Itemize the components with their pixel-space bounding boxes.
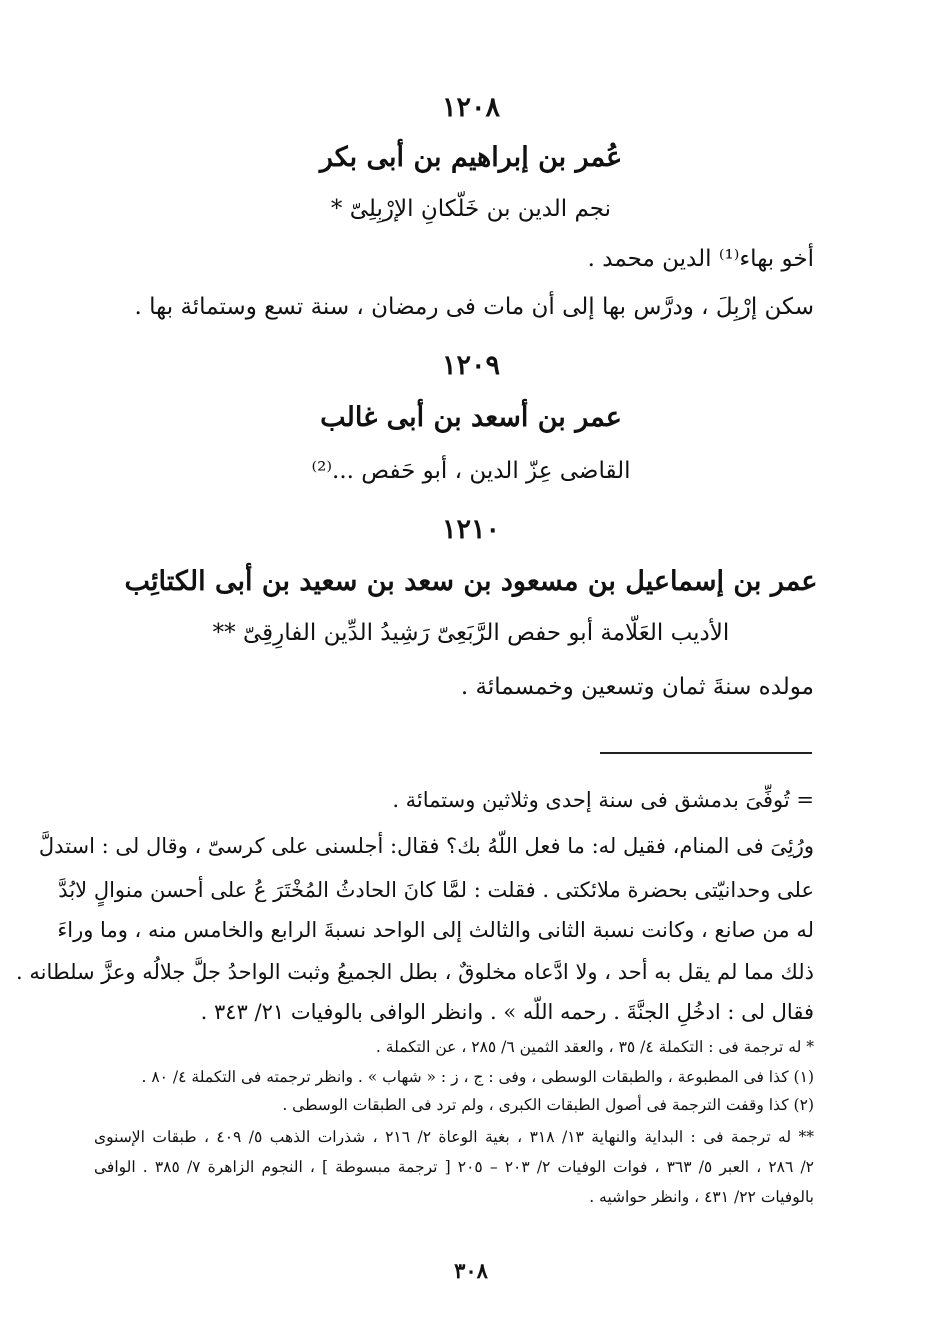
footnote-note: * له ترجمة فى : التكملة ٤/ ٣٥ ، والعقد الثمين ٦/ ٢٨٥ ، عن التكملة . [375, 1038, 814, 1056]
entry-name: عمر بن إسماعيل بن مسعود بن سعد بن سعيد بن أبى الكتائِب [124, 566, 818, 597]
footnote-line: = تُوفِّىَ بدمشق فى سنة إحدى وثلاثين وستمائة . [392, 788, 814, 812]
footnote-line: ورُئِىَ فى المنام، فقيل له: ما فعل اللّهُ بك؟ فقال: أجلسنى على كرسىّ ، وقال لى : استدلَّ [38, 834, 814, 858]
entry-name: عُمر بن إبراهيم بن أبى بكر [319, 142, 623, 173]
body-line: سكن إرْبِلَ ، ودرَّس بها إلى أن مات فى رمضان ، سنة تسع وستمائة بها . [134, 294, 814, 320]
body-line: أخو بهاء⁽¹⁾ الدين محمد . [587, 246, 814, 272]
footnote-note: (١) كذا فى المطبوعة ، والطبقات الوسطى ، وفى : ج ، ز : « شهاب » . وانظر ترجمته فى التكملة ٤/ ٨٠ . [141, 1068, 814, 1086]
footnote-rule [600, 752, 812, 754]
footnote-note: ٢/ ٢٨٦ ، العبر ٥/ ٣٦٣ ، فوات الوفيات ٢/ ٢٠٣ – ٢٠٥ [ ترجمة مبسوطة ] ، النجوم الزاهرة ٧/ ٣٨٥ . الوافى [94, 1158, 814, 1176]
footnote-note: (٢) كذا وقفت الترجمة فى أصول الطبقات الكبرى ، ولم ترد فى الطبقات الوسطى . [282, 1096, 814, 1114]
footnote-line: فقال لى : ادخُلِ الجنَّةَ . رحمه اللّه » . وانظر الوافى بالوفيات ٢١/ ٣٤٣ . [200, 1000, 814, 1024]
footnote-note: بالوفيات ٢٢/ ٤٣١ ، وانظر حواشيه . [589, 1188, 814, 1206]
footnote-line: على وحدانيّتى بحضرة ملائكتى . فقلت : لمَّا كانَ الحادثُ المُخْتَرَ عُ على أحسن منوالٍ لابُدَّ [58, 878, 814, 902]
entry-title: القاضى عِزّ الدين ، أبو حَفص ...⁽²⁾ [311, 458, 631, 484]
entry-title: الأديب العَلّامة أبو حفص الرَّبَعِىّ رَشِيدُ الدِّين الفارِقِىّ ** [212, 620, 730, 646]
entry-number: ١٢٠٩ [441, 350, 500, 381]
footnote-line: ذلك مما لم يقل به أحد ، ولا ادَّعاه مخلوقٌ ، بطل الجميعُ وثبت الواحدُ جلَّ جلالُه وعزَّ سلطانه . [16, 960, 814, 984]
body-line: مولده سنةَ ثمان وتسعين وخمسمائة . [460, 674, 814, 700]
entry-title: نجم الدين بن خَلّكانِ الإرْبِلِىّ * [330, 196, 612, 222]
entry-number: ١٢٠٨ [441, 92, 500, 123]
page-number: ٣٠٨ [454, 1258, 488, 1283]
entry-name: عمر بن أسعد بن أبى غالب [320, 402, 622, 433]
footnote-line: له من صانع ، وكانت نسبة الثانى والثالث إلى الواحد نسبةَ الرابع والخامس منه ، وما وراءَ [57, 918, 814, 942]
entry-number: ١٢١٠ [441, 514, 500, 545]
footnote-note: ** له ترجمة فى : البداية والنهاية ١٣/ ٣١٨ ، بغية الوعاة ٢/ ٢١٦ ، شذرات الذهب ٥/ ٤٠٩ ، طبقات الإسنوى [94, 1128, 815, 1146]
